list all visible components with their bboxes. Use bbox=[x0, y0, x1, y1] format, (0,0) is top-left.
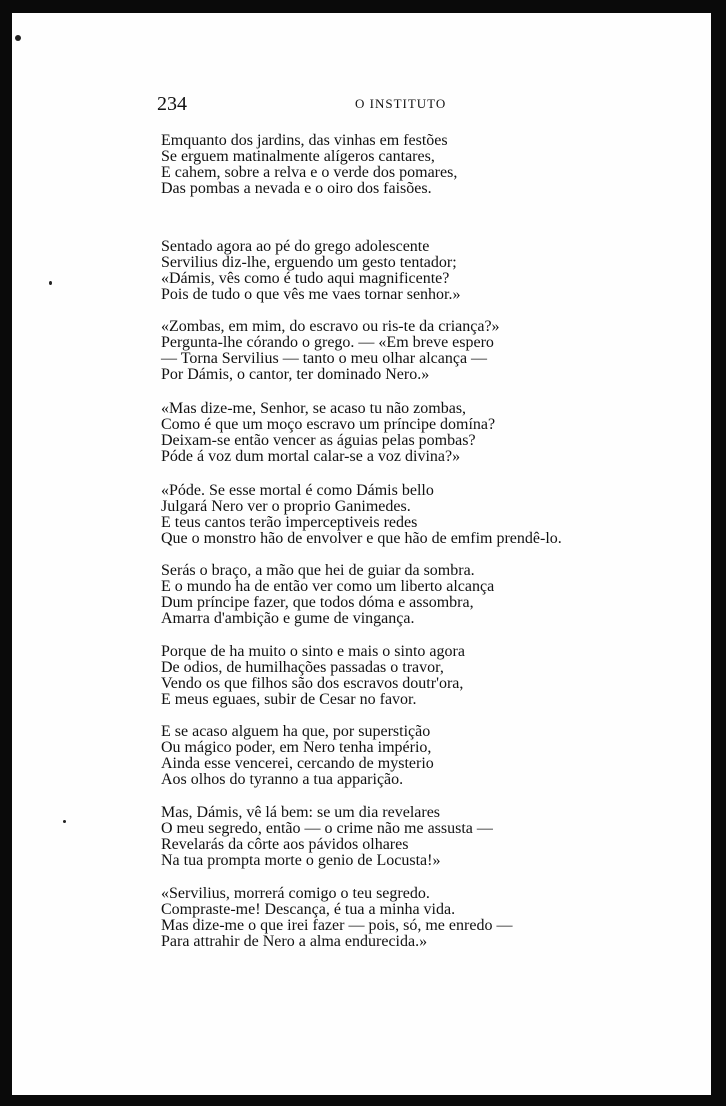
verse-line: Mas dize-me o que irei fazer — pois, só, me enredo — bbox=[161, 917, 513, 934]
verse-line: «Zombas, em mim, do escravo ou ris-te da criança?» bbox=[161, 318, 500, 335]
stanza-3 bbox=[161, 319, 500, 383]
verse-line: E cahem, sobre a relva e o verde dos pomares, bbox=[161, 164, 458, 181]
running-head bbox=[157, 93, 457, 117]
verse-line: Pois de tudo o que vês me vaes tornar senhor.» bbox=[161, 286, 461, 303]
ink-speck bbox=[63, 820, 66, 823]
verse-line: Emquanto dos jardins, das vinhas em festões bbox=[161, 132, 448, 149]
stanza-6 bbox=[161, 563, 494, 627]
verse-line: Mas, Dámis, vê lá bem: se um dia revelares bbox=[161, 804, 441, 821]
verse-line: Porque de ha muito o sinto e mais o sinto agora bbox=[161, 643, 465, 660]
stanza-5 bbox=[161, 483, 562, 547]
stanza-7 bbox=[161, 644, 465, 708]
book-page bbox=[12, 13, 711, 1095]
verse-line: Se erguem matinalmente alígeros cantares, bbox=[161, 148, 435, 165]
verse-line: E meus eguaes, subir de Cesar no favor. bbox=[161, 691, 417, 708]
verse-line: Aos olhos do tyranno a tua apparição. bbox=[161, 771, 404, 788]
verse-line: «Póde. Se esse mortal é como Dámis bello bbox=[161, 482, 434, 499]
stanza-1 bbox=[161, 133, 457, 197]
stanza-10 bbox=[161, 886, 512, 950]
verse-line: Ou mágico poder, em Nero tenha império, bbox=[161, 739, 432, 756]
stanza-9 bbox=[161, 805, 493, 869]
verse-line: Ainda esse vencerei, cercando de mysterio bbox=[161, 755, 434, 772]
verse-line: O meu segredo, então — o crime não me assusta — bbox=[161, 820, 493, 837]
stanza-8 bbox=[161, 724, 434, 788]
verse-line: E se acaso alguem ha que, por superstição bbox=[161, 723, 431, 740]
verse-line: Que o monstro hão de envolver e que hão de emfim prendê-lo. bbox=[161, 530, 562, 547]
verse-line: Póde á voz dum mortal calar-se a voz divina?» bbox=[161, 448, 461, 465]
verse-line: «Servilius, morrerá comigo o teu segredo. bbox=[161, 885, 430, 902]
verse-line: Amarra d'ambição e gume de vingança. bbox=[161, 610, 415, 627]
journal-title: O INSTITUTO bbox=[355, 96, 447, 111]
verse-line: «Mas dize-me, Senhor, se acaso tu não zombas, bbox=[161, 400, 467, 417]
page-number: 234 bbox=[157, 93, 187, 115]
ink-speck bbox=[49, 281, 52, 285]
verse-line: Vendo os que filhos são dos escravos doutr'ora, bbox=[161, 675, 464, 692]
verse-line: Julgará Nero ver o proprio Ganimedes. bbox=[161, 498, 411, 515]
verse-line: Por Dámis, o cantor, ter dominado Nero.» bbox=[161, 366, 430, 383]
verse-line: De odios, de humilhações passadas o travor, bbox=[161, 659, 444, 676]
verse-line: Pergunta-lhe córando o grego. — «Em breve espero bbox=[161, 334, 494, 351]
verse-line: «Dámis, vês como é tudo aqui magnificente? bbox=[161, 270, 450, 287]
verse-line: Revelarás da côrte aos pávidos olhares bbox=[161, 836, 409, 853]
verse-line: Como é que um moço escravo um príncipe domína? bbox=[161, 416, 496, 433]
verse-line: — Torna Servilius — tanto o meu olhar alcança — bbox=[161, 350, 488, 367]
stanza-4 bbox=[161, 401, 495, 465]
verse-line: Compraste-me! Descança, é tua a minha vida. bbox=[161, 901, 456, 918]
ink-speck bbox=[15, 35, 21, 41]
verse-line: Servilius diz-lhe, erguendo um gesto tentador; bbox=[161, 254, 457, 271]
verse-line: Dum príncipe fazer, que todos dóma e assombra, bbox=[161, 594, 474, 611]
stanza-2 bbox=[161, 239, 461, 303]
verse-line: E teus cantos terão imperceptiveis redes bbox=[161, 514, 418, 531]
verse-line: Das pombas a nevada e o oiro dos faisões. bbox=[161, 180, 432, 197]
verse-line: E o mundo ha de então ver como um liberto alcança bbox=[161, 578, 495, 595]
verse-line: Na tua prompta morte o genio de Locusta!» bbox=[161, 852, 441, 869]
verse-line: Serás o braço, a mão que hei de guiar da sombra. bbox=[161, 562, 475, 579]
verse-line: Deixam-se então vencer as águias pelas pombas? bbox=[161, 432, 476, 449]
verse-line: Para attrahir de Nero a alma endurecida.» bbox=[161, 933, 428, 950]
verse-line: Sentado agora ao pé do grego adolescente bbox=[161, 238, 430, 255]
